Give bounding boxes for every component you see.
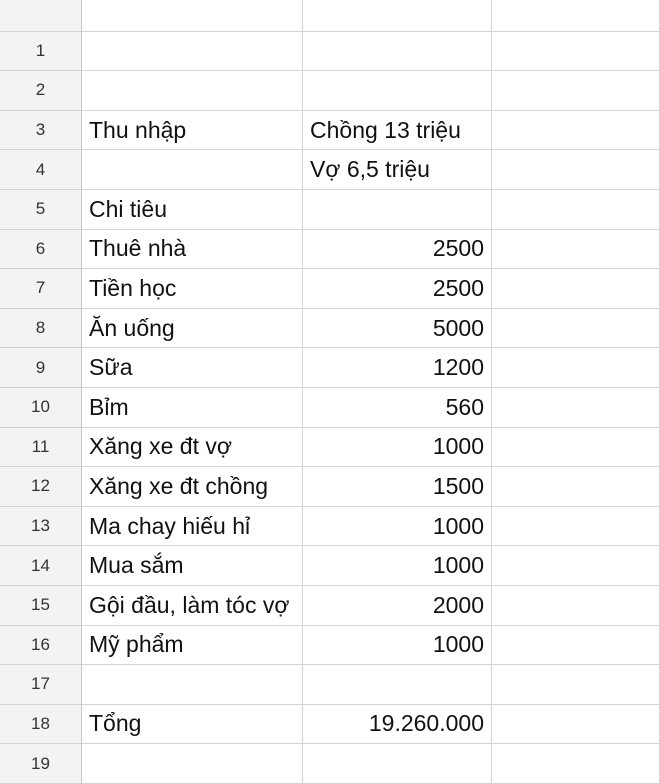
row-header[interactable]: 17 — [0, 665, 82, 705]
cell-empty[interactable] — [492, 388, 660, 428]
cell-value[interactable] — [303, 32, 492, 72]
row-header[interactable]: 3 — [0, 111, 82, 151]
row-header[interactable]: 11 — [0, 428, 82, 468]
cell-label[interactable]: Mỹ phẩm — [82, 626, 303, 666]
cell-empty[interactable] — [492, 467, 660, 507]
row-header[interactable]: 13 — [0, 507, 82, 547]
cell-empty[interactable] — [492, 0, 660, 32]
cell-label[interactable]: Mua sắm — [82, 546, 303, 586]
cell-value[interactable]: 1000 — [303, 507, 492, 547]
cell-label[interactable]: Thu nhập — [82, 111, 303, 151]
row-header[interactable]: 9 — [0, 348, 82, 388]
cell-empty[interactable] — [492, 546, 660, 586]
cell-value[interactable]: Chồng 13 triệu — [303, 111, 492, 151]
row-header[interactable]: 2 — [0, 71, 82, 111]
cell-label[interactable]: Tiền học — [82, 269, 303, 309]
row-header[interactable]: 19 — [0, 744, 82, 784]
cell-label[interactable]: Sữa — [82, 348, 303, 388]
cell-empty[interactable] — [492, 150, 660, 190]
cell-label[interactable] — [82, 71, 303, 111]
cell-empty[interactable] — [492, 665, 660, 705]
cell-value[interactable]: 1000 — [303, 546, 492, 586]
row-header[interactable]: 10 — [0, 388, 82, 428]
cell-value[interactable]: 19.260.000 — [303, 705, 492, 745]
cell-empty[interactable] — [492, 428, 660, 468]
cell-label[interactable] — [82, 665, 303, 705]
cell-value[interactable]: 1200 — [303, 348, 492, 388]
cell-empty[interactable] — [492, 744, 660, 784]
row-header[interactable]: 7 — [0, 269, 82, 309]
row-header[interactable]: 12 — [0, 467, 82, 507]
cell-value[interactable] — [303, 744, 492, 784]
cell-label[interactable] — [82, 150, 303, 190]
cell-value[interactable] — [303, 0, 492, 32]
cell-label[interactable]: Thuê nhà — [82, 230, 303, 270]
row-header[interactable]: 4 — [0, 150, 82, 190]
cell-label[interactable]: Xăng xe đt chồng — [82, 467, 303, 507]
cell-value[interactable]: 2500 — [303, 269, 492, 309]
cell-empty[interactable] — [492, 190, 660, 230]
row-header[interactable] — [0, 0, 82, 32]
cell-label[interactable]: Chi tiêu — [82, 190, 303, 230]
cell-empty[interactable] — [492, 626, 660, 666]
cell-empty[interactable] — [492, 309, 660, 349]
cell-empty[interactable] — [492, 348, 660, 388]
row-header[interactable]: 16 — [0, 626, 82, 666]
cell-label[interactable]: Ăn uống — [82, 309, 303, 349]
cell-empty[interactable] — [492, 71, 660, 111]
row-header[interactable]: 5 — [0, 190, 82, 230]
cell-label[interactable]: Tổng — [82, 705, 303, 745]
row-header[interactable]: 6 — [0, 230, 82, 270]
row-header[interactable]: 8 — [0, 309, 82, 349]
cell-value[interactable] — [303, 665, 492, 705]
cell-label[interactable] — [82, 0, 303, 32]
cell-value[interactable]: 2000 — [303, 586, 492, 626]
row-header[interactable]: 1 — [0, 32, 82, 72]
cell-empty[interactable] — [492, 230, 660, 270]
row-header[interactable]: 14 — [0, 546, 82, 586]
cell-empty[interactable] — [492, 32, 660, 72]
cell-value[interactable]: 2500 — [303, 230, 492, 270]
cell-value[interactable] — [303, 71, 492, 111]
cell-label[interactable]: Bỉm — [82, 388, 303, 428]
cell-label[interactable] — [82, 32, 303, 72]
cell-value[interactable]: 560 — [303, 388, 492, 428]
cell-empty[interactable] — [492, 111, 660, 151]
cell-empty[interactable] — [492, 507, 660, 547]
cell-value[interactable]: Vợ 6,5 triệu — [303, 150, 492, 190]
cell-label[interactable]: Gội đầu, làm tóc vợ — [82, 586, 303, 626]
cell-label[interactable]: Xăng xe đt vợ — [82, 428, 303, 468]
row-header[interactable]: 18 — [0, 705, 82, 745]
cell-value[interactable]: 5000 — [303, 309, 492, 349]
cell-label[interactable]: Ma chay hiếu hỉ — [82, 507, 303, 547]
cell-empty[interactable] — [492, 269, 660, 309]
cell-value[interactable]: 1500 — [303, 467, 492, 507]
cell-empty[interactable] — [492, 586, 660, 626]
row-header[interactable]: 15 — [0, 586, 82, 626]
cell-value[interactable]: 1000 — [303, 428, 492, 468]
cell-value[interactable]: 1000 — [303, 626, 492, 666]
cell-value[interactable] — [303, 190, 492, 230]
cell-label[interactable] — [82, 744, 303, 784]
cell-empty[interactable] — [492, 705, 660, 745]
